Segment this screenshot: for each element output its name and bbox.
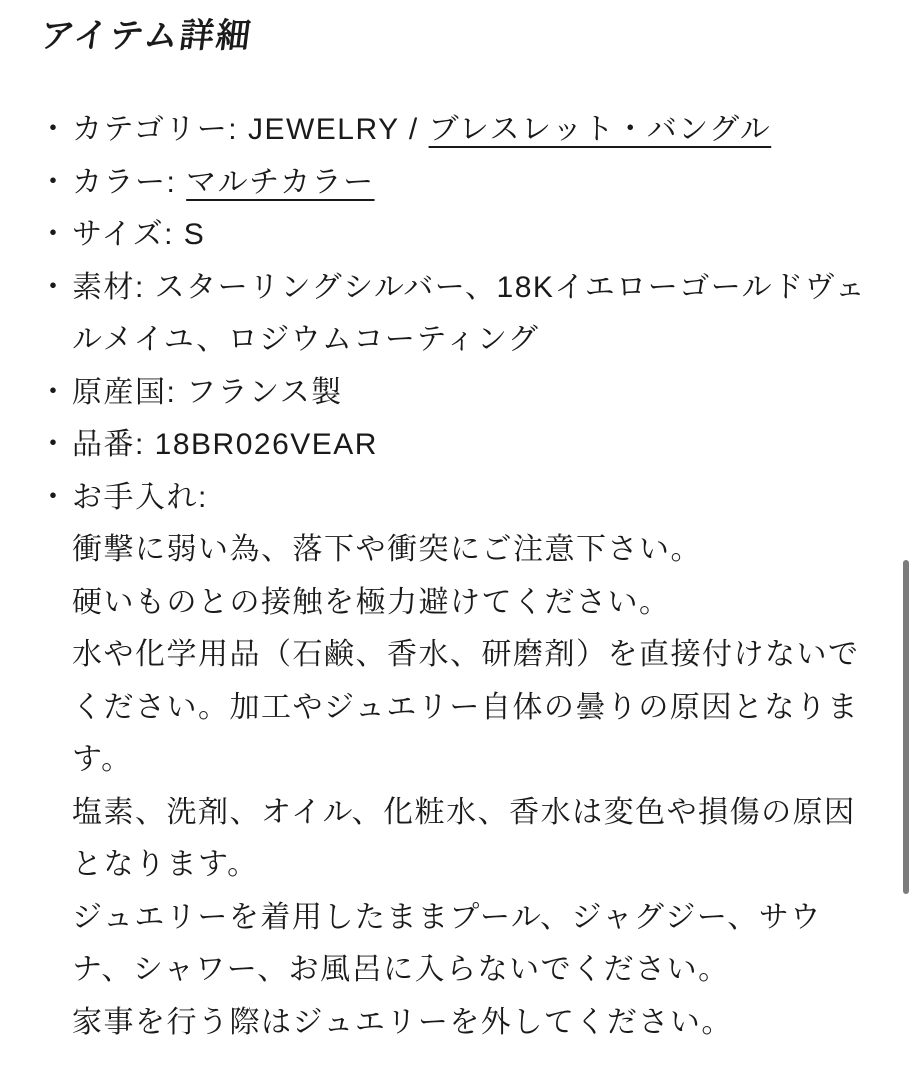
bullet-icon: ・ [38,218,70,251]
page-title: アイテム詳細 [38,17,255,55]
care-text-block [72,472,872,1050]
care-line: 水や化学用品（石鹸、香水、研磨剤）を直接付けないでください。加工やジュエリー自体の曇りの原因となります。 [72,638,860,776]
bullet-icon: ・ [38,113,70,146]
list-item-color [38,157,872,210]
list-item-origin [38,367,872,420]
product-code-text: 品番: 18BR026VEAR [72,428,378,461]
bullet-icon: ・ [38,165,70,199]
category-label: カテゴリー: JEWELRY / [72,113,429,146]
care-line: ジュエリーを着用したままプール、ジャグジー、サウナ、シャワー、お風呂に入らないでください。 [72,900,822,986]
list-item-category [38,104,872,157]
scrollbar-thumb[interactable] [903,560,909,894]
list-item-product-code [38,419,872,472]
care-line: 家事を行う際はジュエリーを外してください。 [72,1005,733,1039]
list-item-size [38,209,872,262]
size-text: サイズ: S [72,218,206,251]
bullet-icon: ・ [38,480,70,514]
color-link[interactable]: マルチカラー [186,165,375,199]
list-item-material [38,262,872,367]
item-details-list [38,104,872,1049]
origin-text: 原産国: フランス製 [72,375,343,409]
color-label: カラー: [72,165,187,199]
category-text [72,104,872,157]
category-link[interactable]: ブレスレット・バングル [428,113,772,146]
bullet-icon: ・ [38,428,70,461]
list-item-care [38,472,872,1050]
care-line: 塩素、洗剤、オイル、化粧水、香水は変色や損傷の原因となります。 [72,795,856,881]
care-label: お手入れ: [72,480,208,514]
care-line: 衝撃に弱い為、落下や衝突にご注意下さい。 [72,533,702,566]
bullet-icon: ・ [38,375,70,409]
care-line: 硬いものとの接触を極力避けてください。 [72,585,671,619]
bullet-icon: ・ [38,270,70,304]
material-text: 素材: スターリングシルバー、18Kイエローゴールドヴェルメイユ、ロジウムコーティング [72,270,867,356]
color-text [72,157,872,210]
